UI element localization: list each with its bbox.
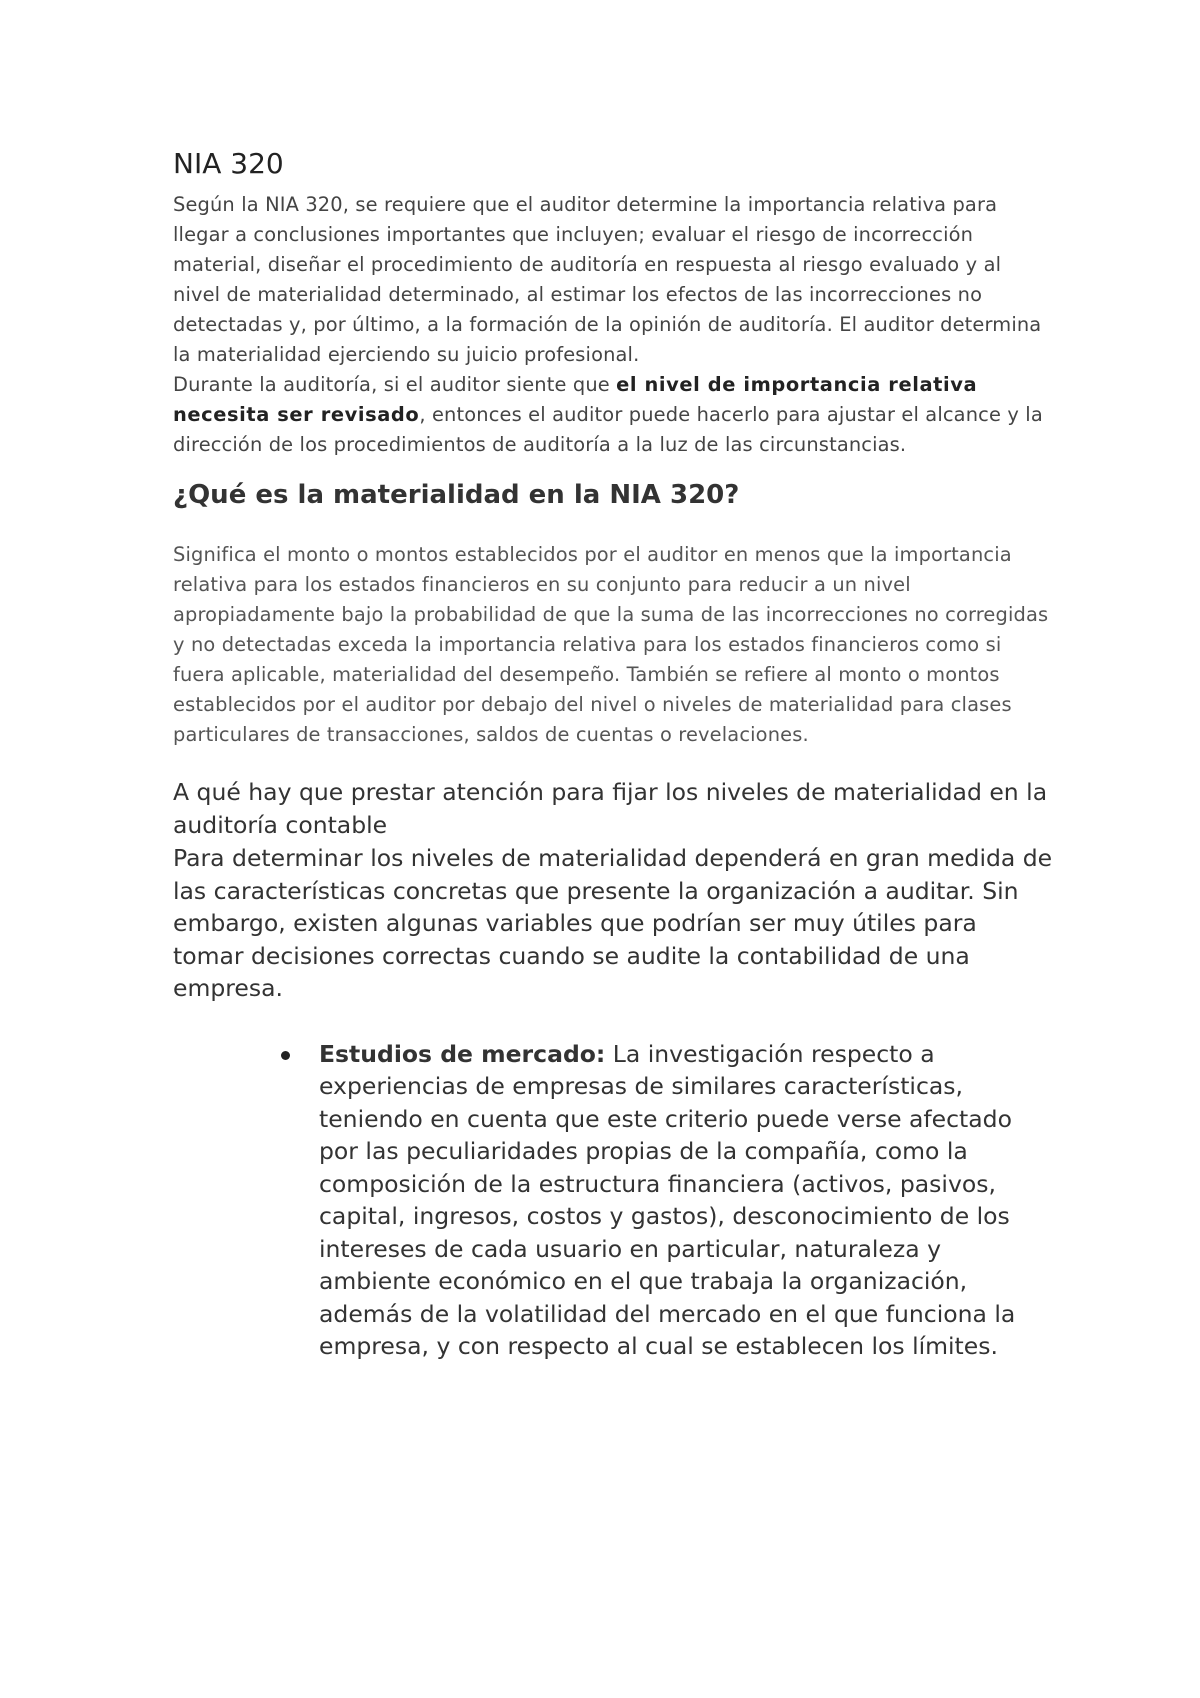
materiality-heading: ¿Qué es la materialidad en la NIA 320?: [173, 480, 740, 510]
list-item: [319, 1038, 1049, 1363]
intro-text: Según la NIA 320, se requiere que el auditor determine la importancia relativa para llegar a conclusiones importantes que incluyen; evaluar el riesgo de incorrección material, diseñar el procedimiento de auditoría en respuesta al riesgo evaluado y al nivel de materialidad determinado, al estimar los efectos de las incorrecciones no detectadas y, por último, a la formación de la opinión de auditoría. El auditor determina la materialidad ejerciendo su juicio profesional.: [173, 193, 1042, 366]
document-body: [173, 146, 1053, 1363]
attention-heading: A qué hay que prestar atención para fijar los niveles de materialidad en la auditoría contable: [173, 778, 1048, 839]
bullet-icon: [281, 1051, 290, 1060]
variables-list: [173, 1038, 1053, 1363]
attention-paragraph: Para determinar los niveles de materialidad dependerá en gran medida de las características concretas que presente la organización a auditar. Sin embargo, existen algunas variables que podrían ser muy útiles para tomar decisiones correctas cuando se audite la contabilidad de una empresa.: [173, 844, 1053, 1002]
revision-text-end: , entonces el auditor puede hacerlo para ajustar el alcance y la dirección de los procedimientos de auditoría a la luz de las circunstancias.: [173, 403, 1043, 456]
revision-text-bold: el nivel de importancia relativa necesita ser revisado: [173, 373, 978, 426]
document-title: NIA 320: [173, 147, 284, 180]
revision-text-start: Durante la auditoría, si el auditor siente que: [173, 373, 617, 396]
bullet-text: La investigación respecto a experiencias de empresas de similares características, teniendo en cuenta que este criterio puede verse afectado por las peculiaridades propias de la compañía, como la composición de la estructura financiera (activos, pasivos, capital, ingresos, costos y gastos), desconocimiento de los intereses de cada usuario en particular, naturaleza y ambiente económico en el que trabaja la organización, además de la volatilidad del mercado en el que funciona la empresa, y con respecto al cual se establecen los límites.: [319, 1039, 1016, 1360]
materiality-definition: Significa el monto o montos establecidos por el auditor en menos que la importancia relativa para los estados financieros en su conjunto para reducir a un nivel apropiadamente bajo la probabilidad de que la suma de las incorrecciones no corregidas y no detectadas exceda la importancia relativa para los estados financieros como si fuera aplicable, materialidad del desempeño. También se refiere al monto o montos establecidos por el auditor por debajo del nivel o niveles de materialidad para clases particulares de transacciones, saldos de cuentas o revelaciones.: [173, 543, 1049, 746]
bullet-term: Estudios de mercado:: [319, 1039, 606, 1068]
intro-paragraph: [173, 190, 1053, 460]
